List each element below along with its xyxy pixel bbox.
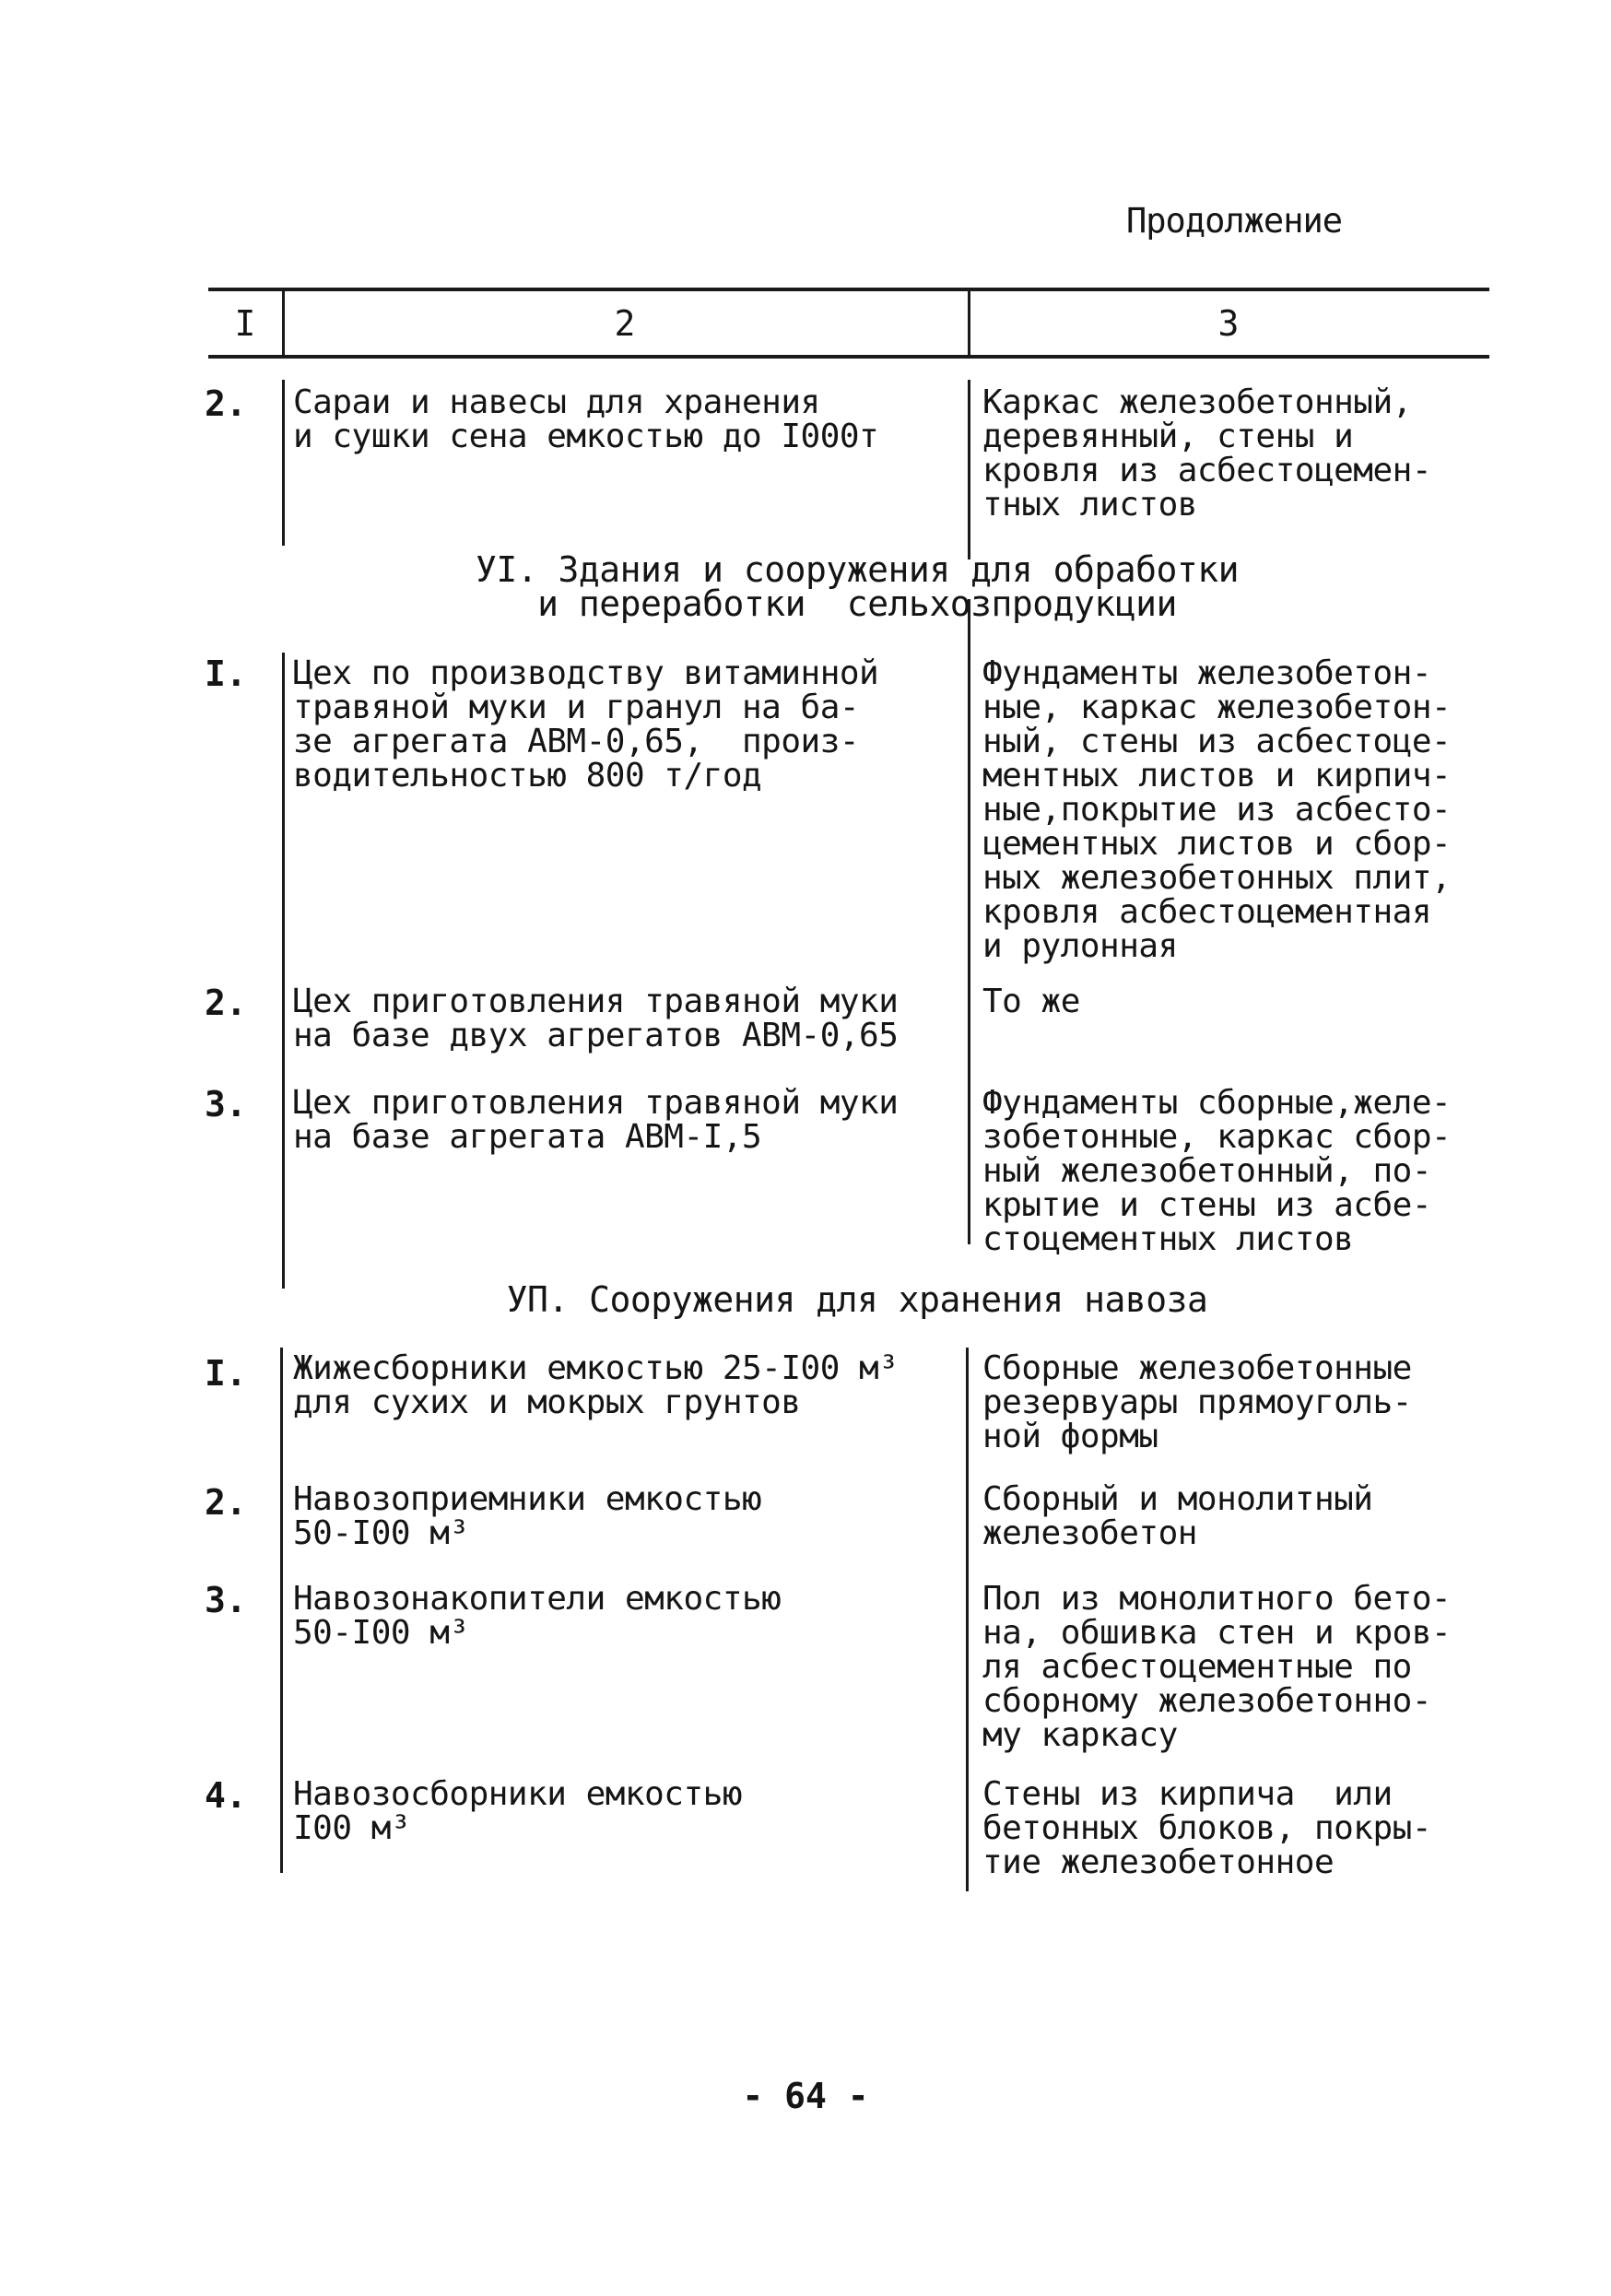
column-divider-left xyxy=(282,380,285,546)
construction-description: Сборные железобетонные резервуары прямоуголь- ной формы xyxy=(982,1349,1412,1455)
table-top-rule xyxy=(208,288,1489,291)
facility-name: Жижесборники емкостью 25-I00 м³ для сухих и мокрых грунтов xyxy=(293,1349,899,1421)
construction-description: Сборный и монолитный железобетон xyxy=(982,1480,1373,1552)
page-number: - 64 - xyxy=(742,2076,869,2116)
row-number: 3. xyxy=(205,1580,247,1620)
header-separator-1 xyxy=(282,291,285,356)
construction-description: То же xyxy=(982,983,1080,1020)
facility-name: Навозоприемники емкостью 50-I00 м³ xyxy=(293,1480,762,1552)
column-header-1: I xyxy=(234,303,256,344)
facility-name: Навозосборники емкостью I00 м³ xyxy=(293,1775,742,1847)
row-number: I. xyxy=(205,1353,247,1394)
column-divider-right xyxy=(966,1348,969,1891)
facility-name: Навозонакопители емкостью 50-I00 м³ xyxy=(293,1580,782,1652)
facility-name: Цех приготовления травяной муки на базе агрегата АВМ-I,5 xyxy=(293,1084,899,1156)
continuation-label: Продолжение xyxy=(1126,201,1343,241)
construction-description: Стены из кирпича или бетонных блоков, покры- тие железобетонное xyxy=(982,1775,1431,1881)
column-header-2: 2 xyxy=(614,303,636,344)
column-divider-right xyxy=(968,599,970,1244)
facility-name: Сараи и навесы для хранения и сушки сена емкостью до I000т xyxy=(293,383,879,455)
construction-description: Фундаменты железобетон- ные, каркас железобетон- ный, стены из асбестоце- ментных листов и кирпич- ные,покрытие из асбесто- цементных листов и сбор- ных железобетонных плит, кровля асбестоцементная и рулонная xyxy=(982,654,1452,965)
column-divider-left xyxy=(280,1348,283,1873)
row-number: I. xyxy=(205,653,247,694)
facility-name: Цех по производству витаминной травяной муки и гранул на ба- зе агрегата АВМ-0,65, произ- водительностью 800 т/год xyxy=(293,654,879,795)
construction-description: Пол из монолитного бето- на, обшивка стен и кров- ля асбестоцементные по сборному железобетонно- му каркасу xyxy=(982,1580,1452,1754)
row-number: 2. xyxy=(205,1482,247,1523)
column-divider-right xyxy=(968,380,970,559)
column-divider-left xyxy=(282,653,285,1289)
section-heading: УI. Здания и сооружения для обработки и переработки сельхозпродукции xyxy=(476,549,1239,624)
construction-description: Каркас железобетонный, деревянный, стены и кровля из асбестоцемен- тных листов xyxy=(982,383,1431,524)
column-header-3: 3 xyxy=(1217,303,1240,344)
row-number: 4. xyxy=(205,1775,247,1816)
construction-description: Фундаменты сборные,желе- зобетонные, каркас сбор- ный железобетонный, по- крытие и стены из асбе- стоцементных листов xyxy=(982,1084,1452,1258)
row-number: 2. xyxy=(205,383,247,424)
row-number: 3. xyxy=(205,1084,247,1124)
section-heading: УП. Сооружения для хранения навоза xyxy=(506,1279,1208,1320)
facility-name: Цех приготовления травяной муки на базе двух агрегатов АВМ-0,65 xyxy=(293,983,899,1054)
header-separator-2 xyxy=(968,291,970,356)
table-header-rule xyxy=(208,355,1489,359)
row-number: 2. xyxy=(205,983,247,1023)
